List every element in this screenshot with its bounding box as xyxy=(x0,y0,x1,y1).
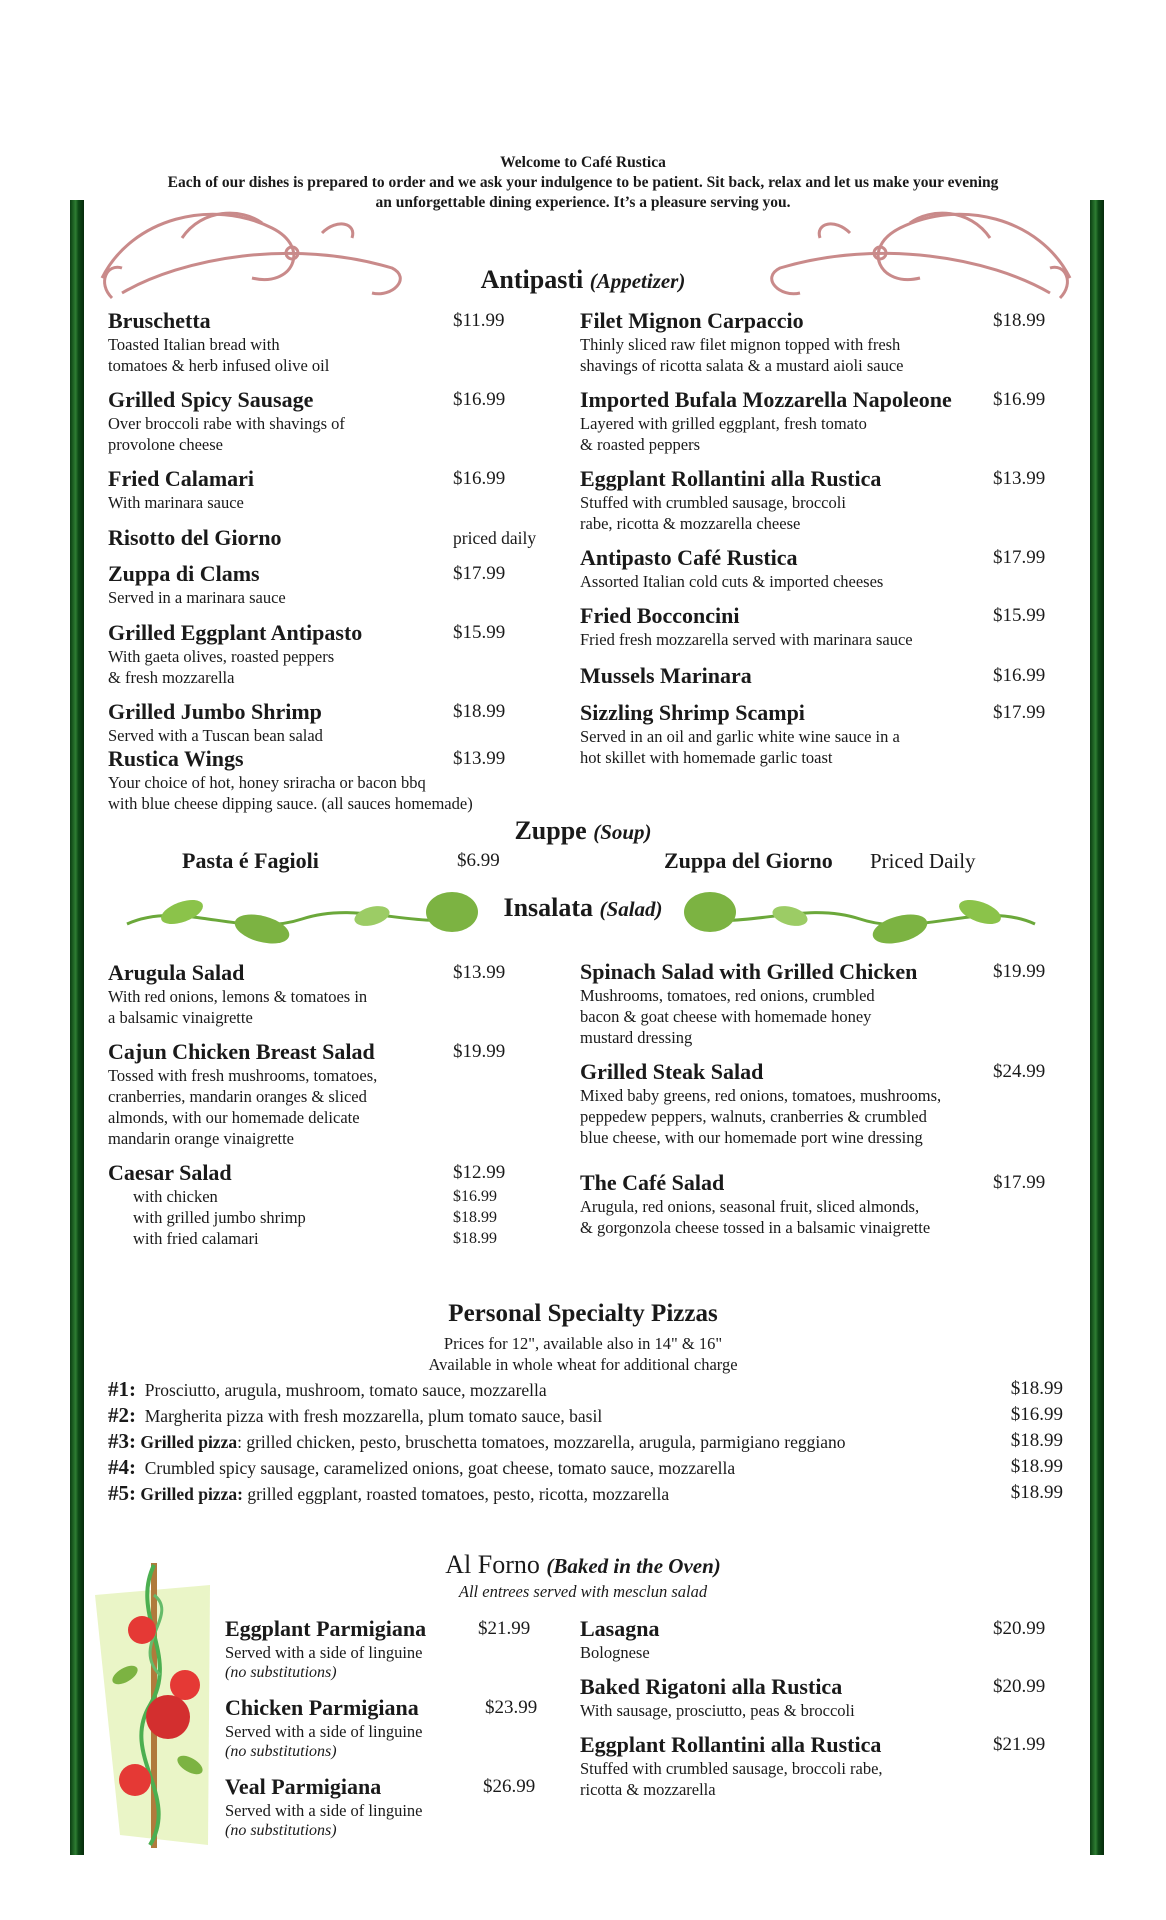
menu-item xyxy=(580,466,1060,534)
item-name: Baked Rigatoni alla Rustica xyxy=(580,1674,843,1699)
pizza-price: $18.99 xyxy=(1010,1456,1063,1477)
item-price: $26.99 xyxy=(483,1776,536,1797)
menu-item xyxy=(580,1170,1060,1238)
pizza-desc: Prosciutto, arugula, mushroom, tomato sauce, mozzarella xyxy=(144,1380,547,1400)
menu-item xyxy=(580,1616,1060,1663)
pizza-row xyxy=(108,1455,1063,1480)
pizza-label: Grilled pizza: xyxy=(140,1484,243,1504)
item-name: Rustica Wings xyxy=(108,746,244,771)
antipasti-heading xyxy=(383,265,783,295)
item-price: $20.99 xyxy=(993,1618,1046,1639)
item-name: Imported Bufala Mozzarella Napoleone xyxy=(580,387,952,412)
item-desc: & roasted peppers xyxy=(580,435,701,454)
menu-item xyxy=(580,545,1060,592)
pizza-desc: grilled eggplant, roasted tomatoes, pesto, ricotta, mozzarella xyxy=(247,1484,670,1504)
menu-item xyxy=(580,308,1060,376)
item-name: Eggplant Rollantini alla Rustica xyxy=(580,1732,882,1757)
pizza-price: $18.99 xyxy=(1010,1378,1063,1399)
pizza-row xyxy=(108,1377,1063,1402)
item-desc: Over broccoli rabe with shavings of xyxy=(108,414,345,433)
item-desc: tomatoes & herb infused olive oil xyxy=(108,356,330,375)
item-desc: Your choice of hot, honey sriracha or bacon bbq xyxy=(108,773,426,792)
item-price: $12.99 xyxy=(453,1162,506,1183)
item-price: $18.99 xyxy=(993,310,1046,331)
pizzas-note-1: Prices for 12", available also in 14" & 16" xyxy=(443,1334,723,1353)
item-option xyxy=(108,1207,548,1228)
item-desc: Fried fresh mozzarella served with marinara sauce xyxy=(580,630,913,649)
item-price: $17.99 xyxy=(993,702,1046,723)
alforno-subtitle: (Baked in the Oven) xyxy=(546,1554,721,1578)
item-desc: rabe, ricotta & mozzarella cheese xyxy=(580,514,801,533)
soup-price: Priced Daily xyxy=(870,849,976,873)
item-price: $17.99 xyxy=(453,563,506,584)
item-price: $16.99 xyxy=(993,389,1046,410)
item-desc: With gaeta olives, roasted peppers xyxy=(108,647,335,666)
pizza-label: Grilled pizza xyxy=(140,1432,238,1452)
item-name: Fried Bocconcini xyxy=(580,603,740,628)
pizza-number: #3: xyxy=(108,1429,136,1453)
leaf-vine-left xyxy=(122,884,482,944)
zuppe-heading xyxy=(383,816,783,846)
option-label: with fried calamari xyxy=(133,1229,259,1248)
item-desc: Mixed baby greens, red onions, tomatoes, mushrooms, xyxy=(580,1086,942,1105)
item-desc: With marinara sauce xyxy=(108,493,244,512)
item-name: Arugula Salad xyxy=(108,960,245,985)
item-desc: Mushrooms, tomatoes, red onions, crumbled xyxy=(580,986,875,1005)
item-name: Cajun Chicken Breast Salad xyxy=(108,1039,375,1064)
pizza-price: $18.99 xyxy=(1010,1430,1063,1451)
item-price: $15.99 xyxy=(993,605,1046,626)
antipasti-title: Antipasti xyxy=(480,265,584,294)
item-desc: Served in a marinara sauce xyxy=(108,588,286,607)
item-note: (no substitutions) xyxy=(225,1664,337,1681)
option-label: with chicken xyxy=(133,1187,218,1206)
menu-item xyxy=(108,387,548,455)
item-price: $20.99 xyxy=(993,1676,1046,1697)
item-name: Grilled Eggplant Antipasto xyxy=(108,620,363,645)
alforno-note: All entrees served with mesclun salad xyxy=(458,1582,708,1601)
menu-item xyxy=(108,525,548,551)
item-name: Veal Parmigiana xyxy=(225,1774,382,1799)
alforno-title: Al Forno xyxy=(445,1550,540,1579)
menu-item xyxy=(108,308,548,376)
antipasti-subtitle: (Appetizer) xyxy=(589,269,686,293)
item-price: $19.99 xyxy=(993,961,1046,982)
pizza-number: #2: xyxy=(108,1403,136,1427)
left-vine-border xyxy=(70,200,84,1855)
menu-item xyxy=(580,603,1060,650)
item-price: $13.99 xyxy=(993,468,1046,489)
item-price: priced daily xyxy=(453,528,537,548)
item-desc: With sausage, prosciutto, peas & broccoli xyxy=(580,1701,855,1720)
item-desc: Served with a Tuscan bean salad xyxy=(108,726,323,745)
item-price: $21.99 xyxy=(478,1618,531,1639)
item-price: $18.99 xyxy=(453,701,506,722)
item-desc: almonds, with our homemade delicate xyxy=(108,1108,360,1127)
item-note: (no substitutions) xyxy=(225,1822,337,1839)
swirl-ornament-left xyxy=(92,198,412,308)
option-price: $18.99 xyxy=(453,1209,497,1226)
item-desc: Thinly sliced raw filet mignon topped with fresh xyxy=(580,335,901,354)
item-name: Grilled Steak Salad xyxy=(580,1059,764,1084)
item-desc: shavings of ricotta salata & a mustard aioli sauce xyxy=(580,356,904,375)
item-desc: & gorgonzola cheese tossed in a balsamic vinaigrette xyxy=(580,1218,931,1237)
menu-item xyxy=(108,699,548,746)
item-name: Spinach Salad with Grilled Chicken xyxy=(580,959,918,984)
item-note: (no substitutions) xyxy=(225,1743,337,1760)
item-desc: provolone cheese xyxy=(108,435,223,454)
menu-item xyxy=(580,663,1060,689)
item-option xyxy=(108,1186,548,1207)
item-desc: mandarin orange vinaigrette xyxy=(108,1129,295,1148)
pizza-price: $16.99 xyxy=(1010,1404,1063,1425)
soup-price: $6.99 xyxy=(457,850,500,871)
item-price: $16.99 xyxy=(993,665,1046,686)
pizza-row xyxy=(108,1481,1063,1506)
leaf-vine-right xyxy=(680,884,1040,944)
swirl-ornament-right xyxy=(760,198,1080,308)
item-desc: Served in an oil and garlic white wine sauce in a xyxy=(580,727,900,746)
item-desc: hot skillet with homemade garlic toast xyxy=(580,748,833,767)
option-label: with grilled jumbo shrimp xyxy=(133,1208,306,1227)
insalata-title: Insalata xyxy=(503,893,594,922)
item-price: $15.99 xyxy=(453,622,506,643)
item-price: $11.99 xyxy=(453,310,505,331)
item-name: Eggplant Parmigiana xyxy=(225,1616,427,1641)
item-price: $24.99 xyxy=(993,1061,1046,1082)
item-desc: Served with a side of linguine xyxy=(225,1722,423,1741)
pizza-desc: Crumbled spicy sausage, caramelized onions, goat cheese, tomato sauce, mozzarella xyxy=(144,1458,736,1478)
item-desc: Toasted Italian bread with xyxy=(108,335,280,354)
intro-line-2: an unforgettable dining experience. It’s a pleasure serving you. xyxy=(375,194,791,211)
menu-item xyxy=(580,959,1060,1048)
pizza-price: $18.99 xyxy=(1010,1482,1063,1503)
item-desc: Stuffed with crumbled sausage, broccoli rabe, xyxy=(580,1759,883,1778)
pizza-row xyxy=(108,1429,1063,1454)
item-desc: blue cheese, with our homemade port wine dressing xyxy=(580,1128,923,1147)
item-desc: with blue cheese dipping sauce. (all sauces homemade) xyxy=(108,794,473,813)
item-name: Caesar Salad xyxy=(108,1160,232,1185)
insalata-subtitle: (Salad) xyxy=(599,897,663,921)
menu-item xyxy=(108,746,548,814)
item-name: Grilled Spicy Sausage xyxy=(108,387,314,412)
item-desc: Layered with grilled eggplant, fresh tomato xyxy=(580,414,867,433)
pizzas-note-2: Available in whole wheat for additional charge xyxy=(428,1355,738,1374)
item-desc: Bolognese xyxy=(580,1643,650,1662)
pizzas-heading: Personal Specialty Pizzas xyxy=(448,1300,718,1327)
item-desc: Stuffed with crumbled sausage, broccoli xyxy=(580,493,846,512)
pizza-number: #5: xyxy=(108,1481,136,1505)
alforno-heading xyxy=(333,1550,833,1580)
item-price: $16.99 xyxy=(453,468,506,489)
menu-item xyxy=(108,1039,548,1149)
item-desc: mustard dressing xyxy=(580,1028,693,1047)
pizza-desc: Margherita pizza with fresh mozzarella, plum tomato sauce, basil xyxy=(144,1406,603,1426)
option-price: $16.99 xyxy=(453,1188,497,1205)
menu-item xyxy=(108,620,548,688)
item-desc: Assorted Italian cold cuts & imported cheeses xyxy=(580,572,884,591)
pizza-desc: : grilled chicken, pesto, bruschetta tomatoes, mozzarella, arugula, parmigiano reggiano xyxy=(237,1432,846,1452)
item-desc: peppedew peppers, walnuts, cranberries & crumbled xyxy=(580,1107,927,1126)
item-desc: cranberries, mandarin oranges & sliced xyxy=(108,1087,367,1106)
item-price: $17.99 xyxy=(993,547,1046,568)
item-name: Sizzling Shrimp Scampi xyxy=(580,700,805,725)
item-price: $13.99 xyxy=(453,962,506,983)
menu-item xyxy=(108,1160,548,1249)
item-option xyxy=(108,1228,548,1249)
item-name: Zuppa di Clams xyxy=(108,561,260,586)
welcome-heading: Welcome to Café Rustica xyxy=(500,154,666,171)
menu-item xyxy=(225,1695,555,1762)
option-price: $18.99 xyxy=(453,1230,497,1247)
item-price: $16.99 xyxy=(453,389,506,410)
item-desc: ricotta & mozzarella xyxy=(580,1780,716,1799)
item-price: $23.99 xyxy=(485,1697,538,1718)
item-name: Chicken Parmigiana xyxy=(225,1695,419,1720)
item-price: $21.99 xyxy=(993,1734,1046,1755)
item-name: Risotto del Giorno xyxy=(108,525,282,550)
menu-item xyxy=(580,387,1060,455)
item-desc: bacon & goat cheese with homemade honey xyxy=(580,1007,872,1026)
menu-item xyxy=(580,1059,1060,1148)
zuppe-subtitle: (Soup) xyxy=(593,820,652,844)
menu-item xyxy=(580,1674,1060,1721)
item-desc: Served with a side of linguine xyxy=(225,1643,423,1662)
item-desc: With red onions, lemons & tomatoes in xyxy=(108,987,368,1006)
item-name: Antipasto Café Rustica xyxy=(580,545,798,570)
item-name: Grilled Jumbo Shrimp xyxy=(108,699,322,724)
intro-line-1: Each of our dishes is prepared to order and we ask your indulgence to be patient. Sit back, relax and let us make your evening xyxy=(167,174,999,191)
item-desc: Arugula, red onions, seasonal fruit, sliced almonds, xyxy=(580,1197,920,1216)
menu-item xyxy=(580,700,1060,768)
item-name: Fried Calamari xyxy=(108,466,255,491)
menu-item xyxy=(580,1732,1060,1800)
item-price: $13.99 xyxy=(453,748,506,769)
pizza-number: #4: xyxy=(108,1455,136,1479)
item-name: Lasagna xyxy=(580,1616,660,1641)
item-price: $19.99 xyxy=(453,1041,506,1062)
menu-item xyxy=(108,561,548,608)
item-name: The Café Salad xyxy=(580,1170,725,1195)
insalata-heading xyxy=(433,893,733,923)
item-desc: Served with a side of linguine xyxy=(225,1801,423,1820)
menu-item xyxy=(108,466,548,513)
zuppe-title: Zuppe xyxy=(514,816,587,845)
menu-item xyxy=(108,960,548,1028)
pizza-number: #1: xyxy=(108,1377,136,1401)
menu-item xyxy=(225,1616,555,1683)
item-price: $17.99 xyxy=(993,1172,1046,1193)
soup-name: Zuppa del Giorno xyxy=(664,848,833,873)
item-name: Filet Mignon Carpaccio xyxy=(580,308,804,333)
item-desc: & fresh mozzarella xyxy=(108,668,235,687)
menu-item xyxy=(225,1774,555,1841)
soup-name: Pasta é Fagioli xyxy=(182,848,319,873)
item-name: Eggplant Rollantini alla Rustica xyxy=(580,466,882,491)
pizza-row xyxy=(108,1403,1063,1428)
item-desc: a balsamic vinaigrette xyxy=(108,1008,253,1027)
item-name: Bruschetta xyxy=(108,308,211,333)
item-desc: Tossed with fresh mushrooms, tomatoes, xyxy=(108,1066,378,1085)
item-name: Mussels Marinara xyxy=(580,663,752,688)
right-vine-border xyxy=(1090,200,1104,1855)
tomato-vine-illustration xyxy=(90,1555,220,1855)
